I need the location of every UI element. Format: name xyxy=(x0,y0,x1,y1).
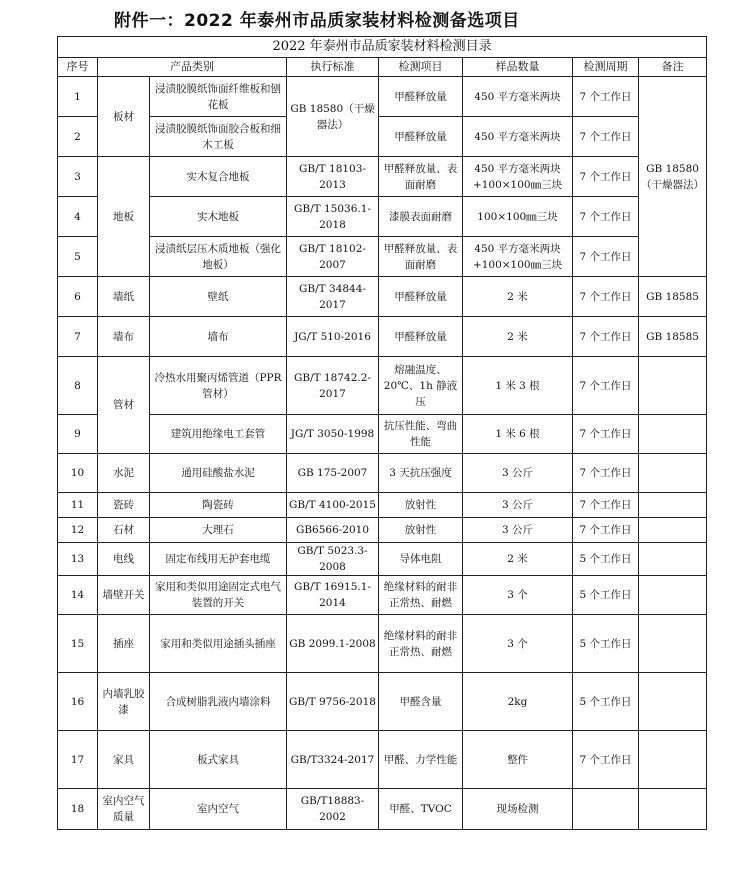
table-row xyxy=(58,673,707,731)
cell-standard: JG/T 510-2016 xyxy=(287,317,379,357)
cell-period: 7 个工作日 xyxy=(573,493,639,518)
cell-standard: GB/T 15036.1-2018 xyxy=(287,197,379,237)
cell-note: GB 18580（干燥器法） xyxy=(639,77,707,277)
cell-sample: 2 米 xyxy=(463,317,573,357)
cell-group: 墙布 xyxy=(98,317,150,357)
cell-item: 3 天抗压强度 xyxy=(379,454,463,493)
header-item: 检测项目 xyxy=(379,58,463,77)
cell-seq: 13 xyxy=(58,543,98,576)
table-row xyxy=(58,615,707,673)
cell-item: 甲醛释放量、表面耐磨 xyxy=(379,157,463,197)
header-seq: 序号 xyxy=(58,58,98,77)
cell-group: 管材 xyxy=(98,357,150,454)
cell-group: 墙壁开关 xyxy=(98,576,150,615)
cell-sample: 2 米 xyxy=(463,543,573,576)
page-heading: 附件一：2022 年泰州市品质家装材料检测备选项目 xyxy=(114,11,520,31)
cell-standard: GB/T 16915.1-2014 xyxy=(287,576,379,615)
cell-seq: 9 xyxy=(58,415,98,454)
cell-seq: 8 xyxy=(58,357,98,415)
cell-product: 壁纸 xyxy=(150,277,287,317)
cell-period: 7 个工作日 xyxy=(573,454,639,493)
cell-period: 5 个工作日 xyxy=(573,673,639,731)
cell-standard: GB/T18883-2002 xyxy=(287,789,379,830)
table-row xyxy=(58,543,707,576)
cell-note xyxy=(639,415,707,454)
cell-seq: 3 xyxy=(58,157,98,197)
cell-standard: GB/T3324-2017 xyxy=(287,731,379,789)
table-row xyxy=(58,789,707,830)
cell-standard: GB/T 34844-2017 xyxy=(287,277,379,317)
cell-standard: GB/T 18102-2007 xyxy=(287,237,379,277)
cell-standard: GB/T 9756-2018 xyxy=(287,673,379,731)
cell-note xyxy=(639,357,707,415)
cell-sample: 1 米 6 根 xyxy=(463,415,573,454)
cell-seq: 1 xyxy=(58,77,98,117)
table-row xyxy=(58,415,707,454)
cell-sample: 整件 xyxy=(463,731,573,789)
cell-period: 7 个工作日 xyxy=(573,731,639,789)
cell-product: 实木地板 xyxy=(150,197,287,237)
header-period: 检测周期 xyxy=(573,58,639,77)
table-row xyxy=(58,576,707,615)
cell-group: 插座 xyxy=(98,615,150,673)
cell-note xyxy=(639,518,707,543)
cell-product: 冷热水用聚丙烯管道（PPR 管材） xyxy=(150,357,287,415)
cell-period: 7 个工作日 xyxy=(573,277,639,317)
cell-product: 墙布 xyxy=(150,317,287,357)
table-row xyxy=(58,493,707,518)
cell-product: 建筑用绝缘电工套管 xyxy=(150,415,287,454)
cell-period: 7 个工作日 xyxy=(573,77,639,117)
cell-sample: 3 公斤 xyxy=(463,493,573,518)
cell-group: 家具 xyxy=(98,731,150,789)
table-row xyxy=(58,157,707,197)
table-row xyxy=(58,237,707,277)
cell-standard: JG/T 3050-1998 xyxy=(287,415,379,454)
cell-seq: 15 xyxy=(58,615,98,673)
cell-item: 甲醛释放量 xyxy=(379,317,463,357)
cell-product: 家用和类似用途固定式电气装置的开关 xyxy=(150,576,287,615)
cell-period: 7 个工作日 xyxy=(573,415,639,454)
cell-note xyxy=(639,615,707,673)
cell-period: 5 个工作日 xyxy=(573,615,639,673)
cell-group: 瓷砖 xyxy=(98,493,150,518)
cell-item: 放射性 xyxy=(379,518,463,543)
cell-seq: 5 xyxy=(58,237,98,277)
cell-seq: 4 xyxy=(58,197,98,237)
cell-product: 实木复合地板 xyxy=(150,157,287,197)
cell-period: 5 个工作日 xyxy=(573,576,639,615)
cell-period: 5 个工作日 xyxy=(573,543,639,576)
cell-period: 7 个工作日 xyxy=(573,197,639,237)
cell-group: 墙纸 xyxy=(98,277,150,317)
cell-period: 7 个工作日 xyxy=(573,357,639,415)
table-row xyxy=(58,117,707,157)
cell-period xyxy=(573,789,639,830)
cell-item: 绝缘材料的耐非正常热、耐燃 xyxy=(379,615,463,673)
cell-sample: 2kg xyxy=(463,673,573,731)
cell-sample: 450 平方毫米两块+100×100㎜三块 xyxy=(463,237,573,277)
cell-group: 电线 xyxy=(98,543,150,576)
cell-standard: GB 175-2007 xyxy=(287,454,379,493)
header-row xyxy=(58,58,707,77)
cell-group: 水泥 xyxy=(98,454,150,493)
cell-note: GB 18585 xyxy=(639,317,707,357)
cell-sample: 3 公斤 xyxy=(463,454,573,493)
cell-standard: GB 2099.1-2008 xyxy=(287,615,379,673)
cell-item: 甲醛释放量 xyxy=(379,77,463,117)
cell-standard: GB6566-2010 xyxy=(287,518,379,543)
cell-sample: 1 米 3 根 xyxy=(463,357,573,415)
cell-group: 板材 xyxy=(98,77,150,157)
cell-period: 7 个工作日 xyxy=(573,237,639,277)
cell-period: 7 个工作日 xyxy=(573,317,639,357)
header-sample: 样品数量 xyxy=(463,58,573,77)
cell-standard: GB/T 18742.2-2017 xyxy=(287,357,379,415)
cell-item: 漆膜表面耐磨 xyxy=(379,197,463,237)
table-row xyxy=(58,197,707,237)
cell-note xyxy=(639,454,707,493)
cell-sample: 3 公斤 xyxy=(463,518,573,543)
cell-item: 熔融温度、20℃、1h 静液压 xyxy=(379,357,463,415)
cell-note xyxy=(639,789,707,830)
cell-product: 板式家具 xyxy=(150,731,287,789)
cell-seq: 6 xyxy=(58,277,98,317)
cell-sample: 100×100㎜三块 xyxy=(463,197,573,237)
header-category: 产品类别 xyxy=(98,58,287,77)
cell-seq: 14 xyxy=(58,576,98,615)
caption-row xyxy=(58,37,707,58)
cell-product: 室内空气 xyxy=(150,789,287,830)
cell-note xyxy=(639,731,707,789)
cell-period: 7 个工作日 xyxy=(573,518,639,543)
cell-product: 陶瓷砖 xyxy=(150,493,287,518)
cell-seq: 11 xyxy=(58,493,98,518)
cell-standard: GB 18580（干燥器法） xyxy=(287,77,379,157)
cell-period: 7 个工作日 xyxy=(573,157,639,197)
cell-note: GB 18585 xyxy=(639,277,707,317)
cell-group: 地板 xyxy=(98,157,150,277)
cell-sample: 3 个 xyxy=(463,615,573,673)
cell-seq: 2 xyxy=(58,117,98,157)
cell-standard: GB/T 5023.3-2008 xyxy=(287,543,379,576)
table-row xyxy=(58,277,707,317)
table-row xyxy=(58,518,707,543)
cell-note xyxy=(639,576,707,615)
cell-product: 合成树脂乳液内墙涂料 xyxy=(150,673,287,731)
cell-note xyxy=(639,493,707,518)
table-row xyxy=(58,317,707,357)
cell-seq: 12 xyxy=(58,518,98,543)
cell-product: 大理石 xyxy=(150,518,287,543)
cell-product: 浸渍纸层压木质地板（强化地板） xyxy=(150,237,287,277)
cell-item: 甲醛释放量、表面耐磨 xyxy=(379,237,463,277)
cell-seq: 17 xyxy=(58,731,98,789)
cell-product: 浸渍胶膜纸饰面胶合板和细木工板 xyxy=(150,117,287,157)
cell-product: 浸渍胶膜纸饰面纤维板和刨花板 xyxy=(150,77,287,117)
cell-product: 通用硅酸盐水泥 xyxy=(150,454,287,493)
cell-item: 甲醛释放量 xyxy=(379,117,463,157)
header-note: 备注 xyxy=(639,58,707,77)
cell-item: 绝缘材料的耐非正常热、耐燃 xyxy=(379,576,463,615)
cell-item: 甲醛、TVOC xyxy=(379,789,463,830)
cell-item: 抗压性能、弯曲性能 xyxy=(379,415,463,454)
table-row xyxy=(58,357,707,415)
table-caption: 2022 年泰州市品质家装材料检测目录 xyxy=(58,37,707,58)
cell-seq: 16 xyxy=(58,673,98,731)
cell-group: 内墙乳胶漆 xyxy=(98,673,150,731)
cell-sample: 3 个 xyxy=(463,576,573,615)
cell-product: 家用和类似用途插头插座 xyxy=(150,615,287,673)
table-row xyxy=(58,731,707,789)
cell-standard: GB/T 18103-2013 xyxy=(287,157,379,197)
cell-note xyxy=(639,673,707,731)
cell-sample: 450 平方毫米两块 xyxy=(463,77,573,117)
cell-product: 固定布线用无护套电缆 xyxy=(150,543,287,576)
cell-group: 石材 xyxy=(98,518,150,543)
cell-note xyxy=(639,543,707,576)
cell-item: 甲醛含量 xyxy=(379,673,463,731)
cell-period: 7 个工作日 xyxy=(573,117,639,157)
cell-group: 室内空气质量 xyxy=(98,789,150,830)
cell-item: 甲醛释放量 xyxy=(379,277,463,317)
table-row xyxy=(58,454,707,493)
cell-seq: 18 xyxy=(58,789,98,830)
cell-item: 导体电阻 xyxy=(379,543,463,576)
cell-item: 放射性 xyxy=(379,493,463,518)
cell-sample: 450 平方毫米两块 xyxy=(463,117,573,157)
cell-sample: 2 米 xyxy=(463,277,573,317)
cell-standard: GB/T 4100-2015 xyxy=(287,493,379,518)
header-standard: 执行标准 xyxy=(287,58,379,77)
cell-seq: 7 xyxy=(58,317,98,357)
inspection-table xyxy=(57,36,707,830)
table-row xyxy=(58,77,707,117)
cell-item: 甲醛、力学性能 xyxy=(379,731,463,789)
cell-sample: 现场检测 xyxy=(463,789,573,830)
cell-seq: 10 xyxy=(58,454,98,493)
cell-sample: 450 平方毫米两块+100×100㎜三块 xyxy=(463,157,573,197)
